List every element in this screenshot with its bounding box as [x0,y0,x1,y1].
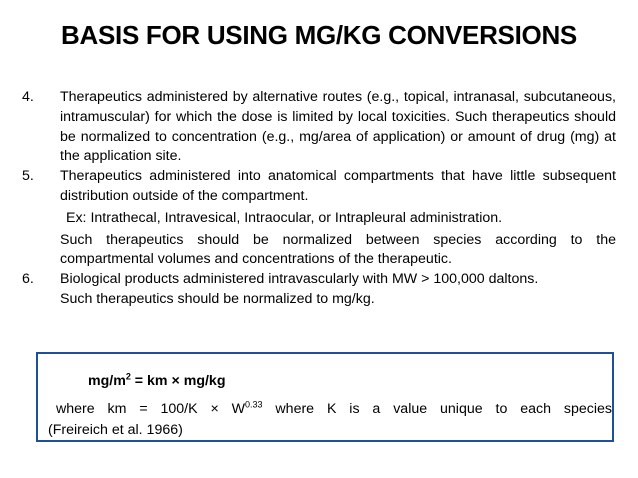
formula-definition-post: where K is a value unique to each species [262,401,612,417]
numbered-list [22,88,616,310]
formula-exponent: 2 [125,371,131,382]
citation: (Freireich et al. 1966) [48,422,183,438]
formula-definition-exponent: 0.33 [245,399,263,410]
formula-rhs: = km × mg/kg [130,373,226,389]
list-item-text: Biological products administered intravascularly with MW > 100,000 daltons. [60,271,539,288]
list-item-text: Therapeutics administered by alternative routes (e.g., topical, intranasal, subcutaneous, intramuscular) for which the dose is limited by local toxicities. Such therapeutics should be normalized to concentration (e.g., mg/area of application) or amount of drug (mg) at the application site. [60,89,616,165]
list-item-note: Such therapeutics should be normalized to mg/kg. [60,290,375,307]
list-item-number: 4. [22,89,34,105]
formula-definition [56,399,612,419]
list-item [22,88,616,167]
formula-lhs: mg/m [88,373,126,389]
list-item [22,270,616,290]
formula-box [36,352,614,442]
formula-definition-pre: where km = 100/K × W [56,401,246,417]
formula [88,371,225,391]
list-item-number: 6. [22,271,34,288]
list-item-example: Ex: Intrathecal, Intravesical, Intraocular, or Intrapleural administration. [66,209,503,226]
list-item-text: Therapeutics administered into anatomical compartments that have little subsequent distribution outside of the compartment. [60,168,616,204]
list-item-note: Such therapeutics should be normalized between species according to the compartmental volumes and concentrations of the therapeutic. [60,231,616,268]
list-item-number: 5. [22,168,34,185]
slide-title: BASIS FOR USING MG/KG CONVERSIONS [61,20,577,50]
list-item [22,167,616,207]
